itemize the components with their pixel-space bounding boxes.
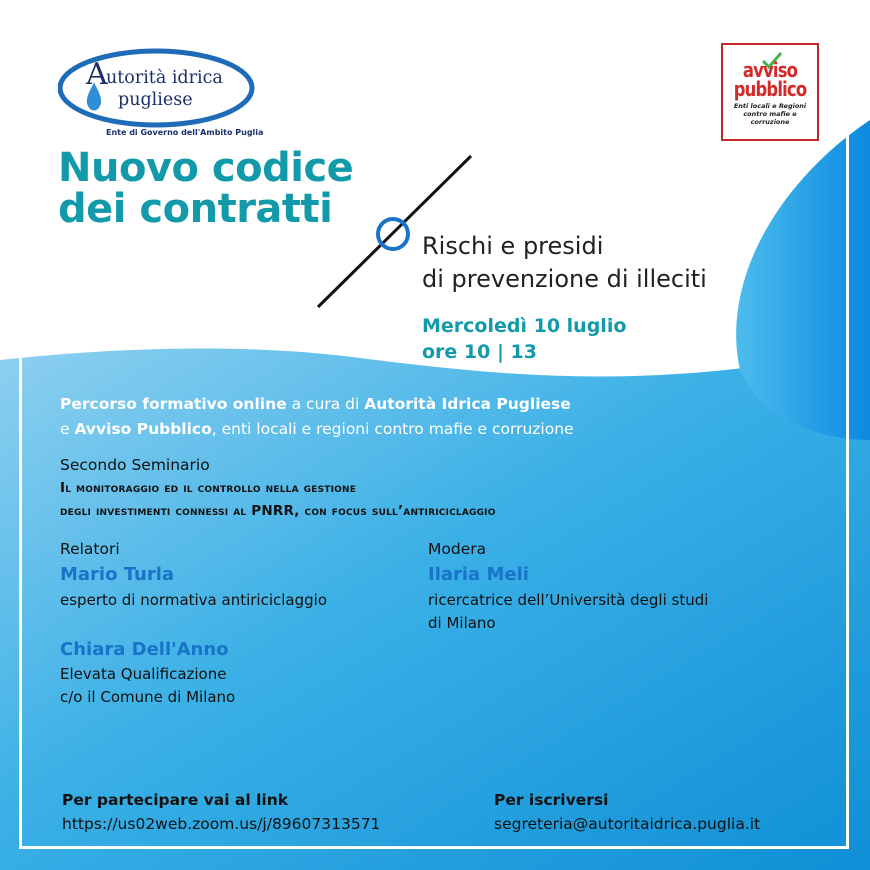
event-time: ore 10 | 13: [422, 341, 537, 363]
speakers-heading: Relatori: [60, 540, 120, 558]
seminar-topic-line2: degli investimenti connessi al PNRR, con focus sull’antiriciclaggio: [60, 503, 496, 519]
avviso-pubblico-wordmark: avviso pubblico: [733, 58, 807, 101]
intro-text-and: e: [60, 420, 75, 438]
subtitle-line2: di prevenzione di illeciti: [422, 265, 707, 293]
avviso-pubblico-tagline: Enti locali e Regioni contro mafie e corruzione: [733, 102, 807, 126]
intro-text-by: a cura di: [286, 395, 365, 413]
intro-bold-aip: Autorità Idrica Pugliese: [364, 395, 571, 413]
aip-name-line2: pugliese: [118, 90, 193, 110]
aip-logo: [58, 48, 268, 148]
aip-tagline: Ente di Governo dell'Ambito Puglia: [106, 128, 264, 137]
speaker-role: esperto di normativa antiriciclaggio: [60, 591, 328, 609]
right-crescent: [736, 120, 870, 440]
title-line1: Nuovo codice: [58, 145, 354, 191]
title-line2: dei contratti: [58, 186, 333, 232]
subtitle-line1: Rischi e presidi: [422, 232, 604, 260]
register-email[interactable]: segreteria@autoritaidrica.puglia.it: [494, 815, 761, 833]
moderator-role-line2: di Milano: [428, 614, 496, 632]
event-day: Mercoledì 10 luglio: [422, 315, 627, 337]
moderator-name: Ilaria Meli: [428, 564, 529, 585]
seminar-label: Secondo Seminario: [60, 456, 210, 474]
aip-initial: A: [86, 57, 108, 92]
moderator-heading: Modera: [428, 540, 487, 558]
moderator-role: [428, 589, 708, 635]
intro-bold-ap: Avviso Pubblico: [74, 420, 212, 438]
aip-name-line1: utorità idrica: [106, 68, 223, 88]
intro-bold-course: Percorso formativo online: [60, 395, 287, 413]
intro-text-desc: , enti locali e regioni contro mafie e corruzione: [211, 420, 574, 438]
intro-text: [60, 392, 574, 442]
intro-line1: [60, 392, 574, 417]
seminar-topic-line1: Il monitoraggio ed il controllo nella gestione: [60, 480, 357, 496]
register-label: Per iscriversi: [494, 791, 609, 809]
join-label: Per partecipare vai al link: [62, 791, 289, 809]
speaker-name: Mario Turla: [60, 564, 175, 585]
event-subtitle: [422, 230, 707, 296]
join-link[interactable]: https://us02web.zoom.us/j/89607313571: [62, 815, 381, 833]
intro-line2: [60, 417, 574, 442]
speaker-role: [60, 663, 235, 709]
speaker-role-line1: Elevata Qualificazione: [60, 665, 227, 683]
speaker-role-line2: c/o il Comune di Milano: [60, 688, 236, 706]
avviso-pubblico-logo: [721, 43, 819, 141]
event-title: [58, 145, 354, 232]
event-date: [422, 313, 626, 365]
moderator-role-line1: ricercatrice dell’Università degli studi: [428, 591, 709, 609]
speaker-name: Chiara Dell'Anno: [60, 639, 229, 660]
seminar-topic: [60, 477, 496, 523]
